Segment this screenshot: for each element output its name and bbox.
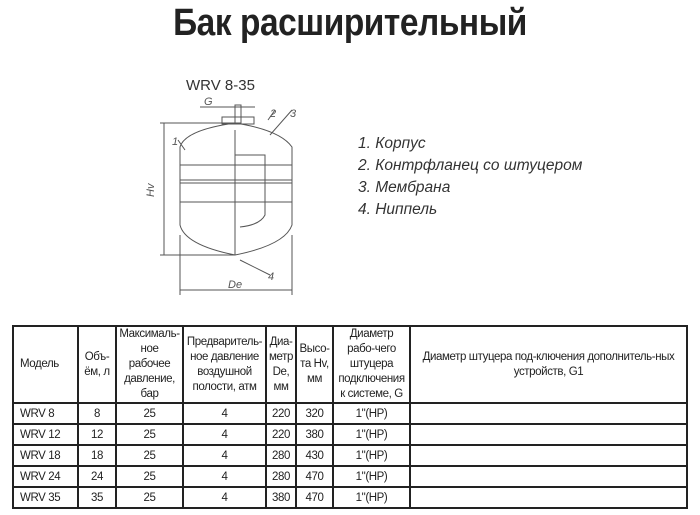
- table-cell: 4: [183, 403, 266, 424]
- legend-item: 2. Контрфланец со штуцером: [358, 157, 583, 174]
- table-cell: WRV 18: [13, 445, 78, 466]
- table-cell: 4: [183, 487, 266, 508]
- header-model: Модель: [13, 326, 78, 403]
- table-cell: 24: [78, 466, 116, 487]
- table-cell: 1"(НР): [333, 466, 410, 487]
- header-connection-g: Диаметр рабо-чего штуцера подключения к системе, G: [333, 326, 410, 403]
- specs-table: [12, 325, 688, 509]
- legend-item: 4. Ниппель: [358, 201, 438, 218]
- header-height: Высо-та Hv, мм: [296, 326, 333, 403]
- table-cell: WRV 8: [13, 403, 78, 424]
- table-row: [13, 445, 687, 466]
- table-cell: 220: [266, 424, 296, 445]
- table-cell: 280: [266, 445, 296, 466]
- table-cell: [410, 466, 687, 487]
- table-cell: 12: [78, 424, 116, 445]
- table-cell: 4: [183, 445, 266, 466]
- table-cell: WRV 24: [13, 466, 78, 487]
- callout-1: 1: [172, 136, 179, 148]
- dim-de-label: De: [228, 279, 243, 291]
- table-row: [13, 403, 687, 424]
- table-cell: 1"(НР): [333, 424, 410, 445]
- table-cell: 220: [266, 403, 296, 424]
- table-cell: [410, 403, 687, 424]
- table-row: [13, 424, 687, 445]
- table-cell: 35: [78, 487, 116, 508]
- table-cell: 380: [296, 424, 333, 445]
- header-pre-pressure: Предваритель-ное давление воздушной полости, атм: [183, 326, 266, 403]
- table-row: [13, 466, 687, 487]
- callout-2: 2: [270, 108, 277, 120]
- table-cell: 1"(НР): [333, 403, 410, 424]
- table-cell: 25: [116, 487, 183, 508]
- table-cell: 18: [78, 445, 116, 466]
- dim-hv-label: Hv: [145, 183, 157, 197]
- table-cell: 470: [296, 487, 333, 508]
- dim-g-label: G: [204, 96, 213, 108]
- table-cell: [410, 424, 687, 445]
- table-header-row: [13, 326, 687, 403]
- table-cell: 380: [266, 487, 296, 508]
- parts-legend: [358, 133, 582, 221]
- table-cell: WRV 12: [13, 424, 78, 445]
- table-cell: 4: [183, 424, 266, 445]
- table-cell: 25: [116, 424, 183, 445]
- table-cell: [410, 487, 687, 508]
- table-row: [13, 487, 687, 508]
- table-cell: 25: [116, 403, 183, 424]
- table-cell: 1"(НР): [333, 487, 410, 508]
- header-diameter: Диа-метр De, мм: [266, 326, 296, 403]
- header-volume: Объ-ём, л: [78, 326, 116, 403]
- table-cell: 25: [116, 445, 183, 466]
- table-cell: [410, 445, 687, 466]
- legend-item: 3. Мембрана: [358, 179, 451, 196]
- callout-4: 4: [268, 271, 275, 283]
- legend-item: 1. Корпус: [358, 135, 426, 152]
- table-cell: 1"(НР): [333, 445, 410, 466]
- header-max-pressure: Максималь-ное рабочее давление, бар: [116, 326, 183, 403]
- callout-3: 3: [290, 108, 297, 120]
- table-cell: 4: [183, 466, 266, 487]
- table-cell: 320: [296, 403, 333, 424]
- table-cell: 8: [78, 403, 116, 424]
- table-cell: 25: [116, 466, 183, 487]
- page-title: Бак расширительный: [173, 2, 527, 44]
- diagram-model-label: WRV 8-35: [186, 77, 255, 94]
- table-cell: 470: [296, 466, 333, 487]
- table-cell: 280: [266, 466, 296, 487]
- tank-diagram: [140, 95, 340, 305]
- table-cell: WRV 35: [13, 487, 78, 508]
- table-cell: 430: [296, 445, 333, 466]
- header-connection-g1: Диаметр штуцера под-ключения дополнитель-ных устройств, G1: [410, 326, 687, 403]
